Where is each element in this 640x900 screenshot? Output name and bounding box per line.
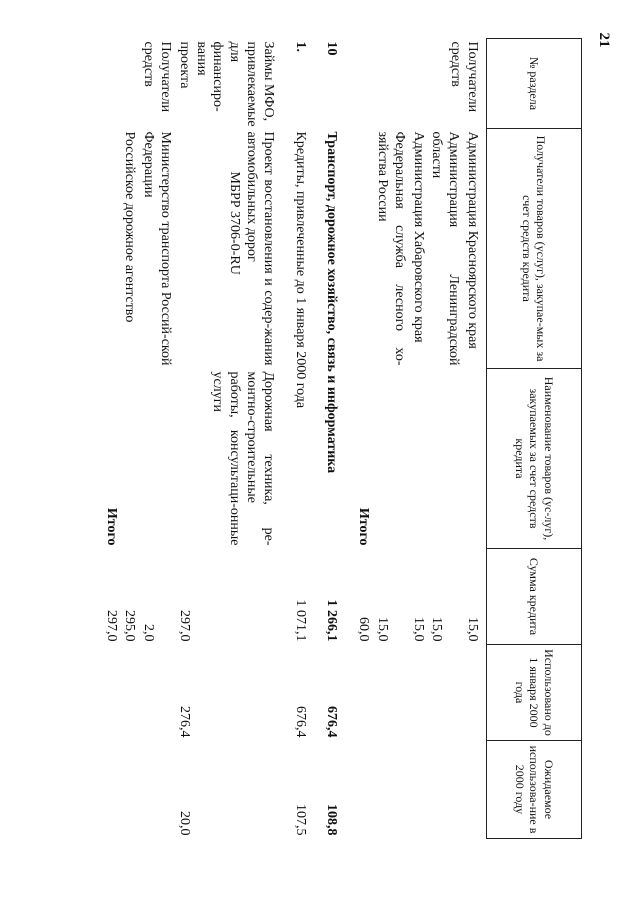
amount-cell: 15,0 — [375, 617, 391, 642]
recipients-label: Получатели средств — [141, 41, 174, 113]
recipient-cell: Администрация Ленинградской области — [429, 131, 462, 366]
table-row — [408, 39, 427, 839]
section-used: 676,4 — [324, 706, 340, 738]
item-number: 1. — [292, 41, 308, 52]
header-recipients: Получатели товаров (услуг), закупае-мых за счет средств кредита — [487, 129, 582, 369]
header-used-before-2000: Использовано до 1 января 2000 года — [487, 645, 582, 741]
recipient-cell: Федеральная служба лесного хо-зяйства России — [375, 131, 407, 366]
total-label: Итого — [356, 507, 372, 546]
project-amount: 297,0 — [176, 610, 192, 642]
section-amount: 1 266,1 — [324, 599, 340, 642]
table-row — [120, 39, 139, 839]
amount-cell: 15,0 — [410, 617, 426, 642]
total-label: Итого — [103, 507, 119, 546]
project-expected: 20,0 — [176, 811, 192, 836]
recipient-cell: Министерство транспорта Россий-ской Федерации — [141, 131, 174, 366]
total-amount: 60,0 — [356, 617, 372, 642]
section-number: 10 — [324, 41, 340, 56]
rotated-page-content — [62, 38, 582, 858]
total-amount: 297,0 — [103, 610, 119, 642]
total-row — [353, 39, 372, 839]
page-number: 21 — [596, 32, 612, 48]
header-section-number: № раздела — [487, 39, 582, 129]
amount-cell: 15,0 — [465, 617, 480, 642]
section-row — [322, 39, 354, 839]
table-row — [462, 39, 486, 839]
item-used: 676,4 — [292, 706, 308, 738]
recipients-label: Получатели средств — [448, 41, 480, 113]
item-expected: 107,5 — [292, 804, 308, 836]
project-goods: Дорожная техника, ре-монтно-строительные работы, консультаци-онные услуги — [210, 371, 276, 546]
table-row — [427, 39, 463, 839]
table-row — [372, 39, 408, 839]
recipient-cell: Администрация Хабаровского края — [410, 131, 426, 343]
budget-table — [101, 38, 582, 839]
project-row — [174, 39, 290, 839]
project-name: Проект восстановления и содер-жания автомобильных дорог — [244, 131, 276, 366]
item-amount: 1 071,1 — [292, 599, 308, 642]
project-label: Займы МФО, привлекаемые для финансиро-вания проекта — [176, 41, 276, 127]
amount-cell: 15,0 — [429, 617, 445, 642]
item-row — [290, 39, 322, 839]
amount-cell: 2,0 — [141, 624, 157, 642]
project-code: МБРР 3706-0-RU — [227, 171, 243, 275]
recipient-cell: Российское дорожное агентство — [122, 131, 138, 323]
header-expected-2000: Ожидаемое использова-ние в 2000 году — [487, 741, 582, 839]
item-title: Кредиты, привлеченные до 1 января 2000 года — [292, 131, 308, 409]
section-expected: 108,8 — [324, 804, 340, 836]
section-title: Транспорт, дорожное хозяйство, связь и информатика — [324, 131, 340, 474]
header-credit-amount: Сумма кредита — [487, 549, 582, 645]
table-header — [487, 39, 582, 839]
total-row — [101, 39, 120, 839]
header-goods: Наименование товаров (ус-луг), закупаемых за счет средств кредита — [487, 369, 582, 549]
amount-cell: 295,0 — [122, 610, 138, 642]
project-used: 276,4 — [176, 706, 192, 738]
table-row — [138, 39, 174, 839]
recipient-cell: Администрация Красноярского края — [465, 131, 480, 349]
